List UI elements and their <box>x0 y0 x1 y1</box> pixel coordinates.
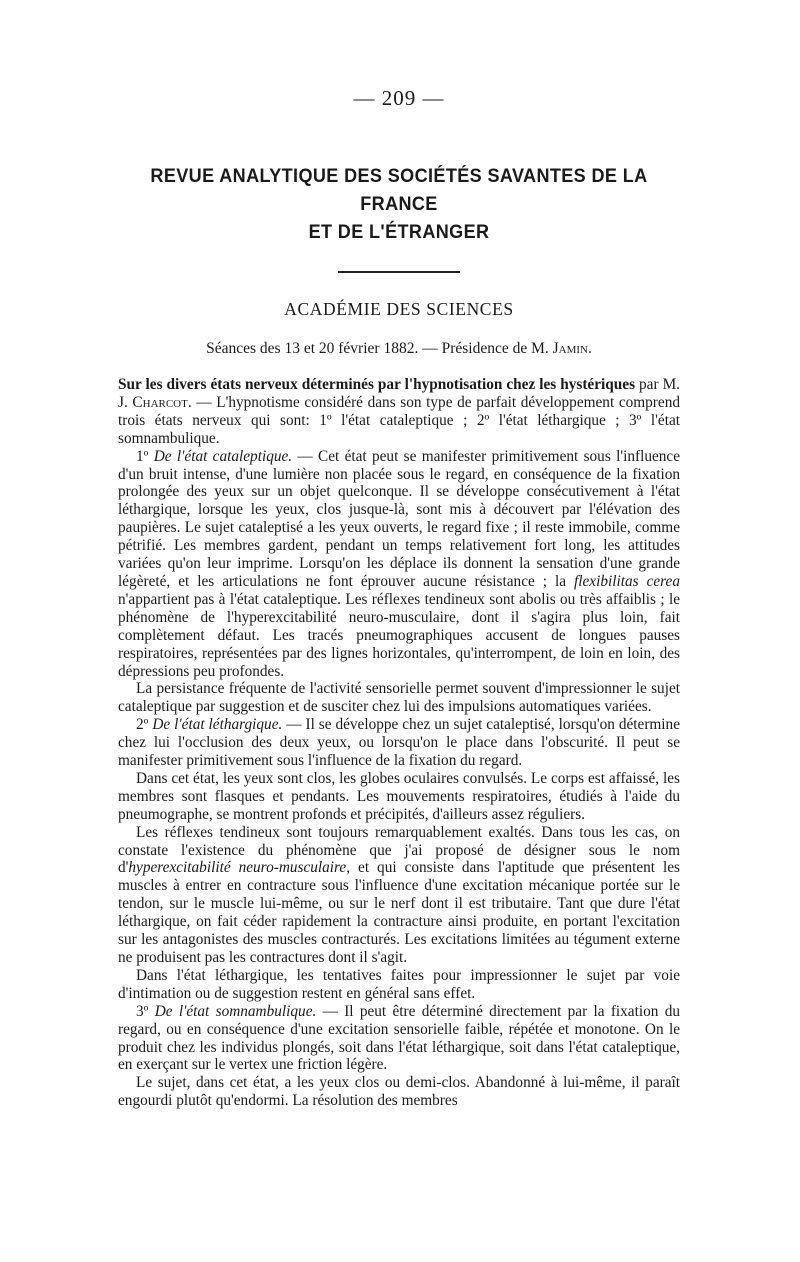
paragraph-suggestion: La persistance fréquente de l'activité sensorielle permet souvent d'impressionner le sujet cataleptique par suggestion et de susciter chez lui des impulsions automatiques variées. <box>118 680 680 716</box>
section-divider <box>338 271 460 273</box>
paragraph-8-number: 3º <box>136 1002 149 1020</box>
paragraph-6-text-b: , et qui consiste dans l'aptitude que présentent les muscles à entrer en contracture sous l'influence d'une excitation mécanique portée sur le tendon, sur le muscle lui-même, ou sur le nerf dont il est tributaire. Tant que dure l'état léthargique, on fait céder rapidement la contracture ainsi produite, en portant l'excitation sur les antagonistes des muscles contracturés. Les excitations limitées au tégument externe ne produisent pas les contractures dont il s'agit. <box>118 859 681 966</box>
president-name: Jamin <box>552 340 588 357</box>
paragraph-somnambulic <box>118 1003 680 1075</box>
journal-title-line-2: ET DE L'ÉTRANGER <box>308 222 490 243</box>
paragraph-2-heading: De l'état cataleptique. <box>153 447 293 465</box>
academy-heading: ACADÉMIE DES SCIENCES <box>284 299 514 319</box>
paragraph-2-number: 1º <box>136 447 149 465</box>
paragraph-2-text-b: n'appartient pas à l'état cataleptique. Les réflexes tendineux sont abolis ou très affaiblis ; le phénomène de l'hyperexcitabilité neuro-musculaire, dont il s'agira plus loin, fait complètement défaut. Les tracés pneumographiques accusent de longues pauses respiratoires, représentées par des lignes horizontales, qu'interrompent, de loin en loin, des dépressions peu profondes. <box>118 590 680 680</box>
session-text: Séances des 13 et 20 février 1882. — Présidence de M. <box>206 340 549 357</box>
paragraph-2-text-a: — Cet état peut se manifester primitivement sous l'influence d'un bruit intense, d'une lumière non placée sous le regard, en conséquence de la fixation prolongée des yeux sur un objet quelconque. Il se développe consécutivement à l'état léthargique, lorsque les yeux, clos jusque-là, sont mis à découvert par l'élévation des paupières. Le sujet cataleptisé a les yeux ouverts, le regard fixe ; il reste immobile, comme pétrifié. Les membres gardent, pendant un temps relativement fort long, les attitudes variées qu'on leur imprime. Lorsqu'on les déplace ils donnent la sensation d'une grande légèreté, et les articulations ne font éprouver aucune résistance ; la <box>118 447 681 590</box>
journal-title-line-1: REVUE ANALYTIQUE DES SOCIÉTÉS SAVANTES DE LA FRANCE <box>150 166 648 215</box>
paragraph-cataleptic <box>118 448 680 681</box>
paragraph-subject-state: Le sujet, dans cet état, a les yeux clos ou demi-clos. Abandonné à lui-même, il paraît engourdi plutôt qu'endormi. La résolution des membres <box>118 1074 680 1110</box>
paragraph-lethargic <box>118 716 680 770</box>
session-line: Séances des 13 et 20 février 1882. — Présidence de M. Jamin. <box>206 340 592 357</box>
article-paragraph-intro <box>118 376 680 448</box>
paragraph-4-text: — Il se développe chez un sujet cataleptisé, lorsqu'on détermine chez lui l'occlusion des deux yeux, ou lorsqu'on le place dans l'obscurité. Il peut se manifester primitivement sous l'influence de la fixation du regard. <box>118 716 680 770</box>
document-page <box>118 86 680 1110</box>
article-title: Sur les divers états nerveux déterminés par l'hypnotisation chez les hystériques <box>118 376 636 393</box>
paragraph-4-number: 2º <box>136 716 149 734</box>
journal-title <box>132 163 666 247</box>
article-author-prefix: par M. J. <box>118 376 680 411</box>
paragraph-reflexes <box>118 824 680 967</box>
article-body <box>118 376 680 1110</box>
paragraph-2-italic: flexibilitas cerea <box>574 572 680 590</box>
paragraph-1-text: . — L'hypnotisme considéré dans son type de parfait développement comprend trois états nerveux qui sont: 1º l'état cataleptique ; 2º l'état léthargique ; 3º l'état somnambulique. <box>118 393 680 447</box>
paragraph-no-suggestion: Dans l'état léthargique, les tentatives faites pour impressionner le sujet par voie d'intimation ou de suggestion restent en général sans effet. <box>118 966 680 1002</box>
paragraph-4-heading: De l'état léthargique. <box>152 716 283 734</box>
paragraph-6-italic: hyperexcitabilité neuro-musculaire <box>128 859 347 877</box>
paragraph-lethargic-signs: Dans cet état, les yeux sont clos, les globes oculaires convulsés. Le corps est affaissé, les membres sont flasques et pendants. Les mouvements respiratoires, étudiés à l'aide du pneumographe, se montrent profonds et précipités, d'ailleurs assez réguliers. <box>118 769 680 823</box>
paragraph-8-heading: De l'état somnambulique. <box>154 1002 317 1020</box>
paragraph-8-text: — Il peut être déterminé directement par la fixation du regard, ou en conséquence d'une excitation sensorielle faible, répétée et monotone. On le produit chez les individus plongés, soit dans l'état léthargique, soit dans l'état cataleptique, en exerçant sur le vertex une friction légère. <box>118 1002 680 1074</box>
article-author: Charcot <box>132 393 188 411</box>
page-number: — 209 — <box>353 86 445 110</box>
paragraph-6-text-a: Les réflexes tendineux sont toujours remarquablement exaltés. Dans tous les cas, on constate l'existence du phénomène que j'ai proposé de désigner sous le nom d' <box>118 823 680 877</box>
